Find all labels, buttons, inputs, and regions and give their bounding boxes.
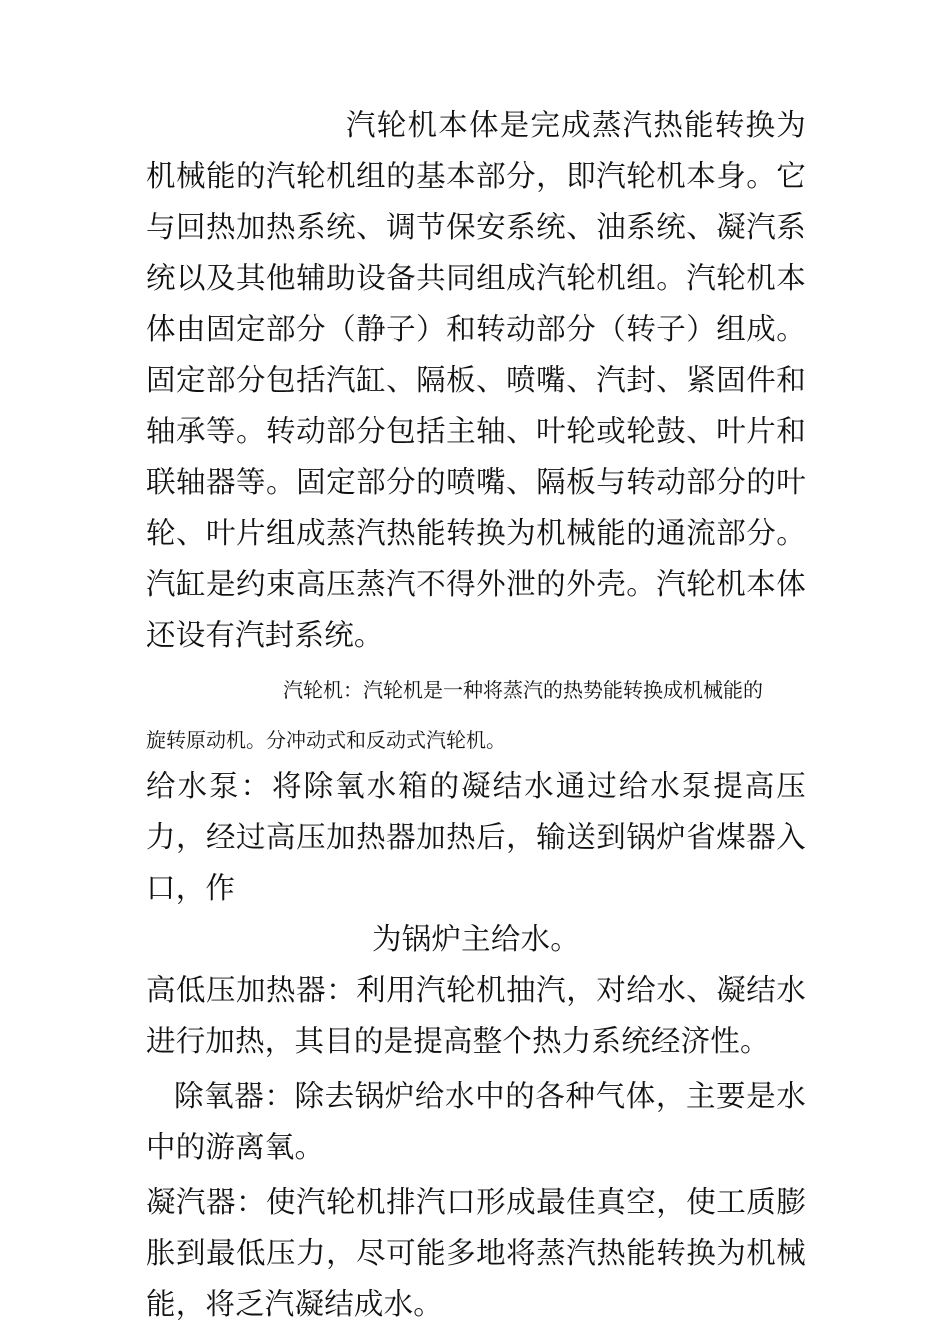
turbine-definition-line-1: 汽轮机：汽轮机是一种将蒸汽的热势能转换成机械能的 xyxy=(283,678,763,702)
document-body xyxy=(146,100,806,1330)
turbine-definition-line-2: 旋转原动机。分冲动式和反动式汽轮机。 xyxy=(146,728,506,752)
heater-paragraph: 高低压加热器：利用汽轮机抽汽，对给水、凝结水进行加热，其目的是提高整个热力系统经济性。 xyxy=(146,973,806,1058)
feed-pump-paragraph: 给水泵：将除氧水箱的凝结水通过给水泵提高压力，经过高压加热器加热后，输送到锅炉省煤器入口，作 xyxy=(146,769,806,905)
feed-pump-paragraph-tail: 为锅炉主给水。 xyxy=(372,922,580,956)
deaerator-paragraph: 除氧器：除去锅炉给水中的各种气体，主要是水中的游离氧。 xyxy=(146,1079,806,1164)
intro-paragraph: 汽轮机本体是完成蒸汽热能转换为机械能的汽轮机组的基本部分，即汽轮机本身。它与回热加热系统、调节保安系统、油系统、凝汽系统以及其他辅助设备共同组成汽轮机组。汽轮机本体由固定部分（静子）和转动部分（转子）组成。固定部分包括汽缸、隔板、喷嘴、汽封、紧固件和轴承等。转动部分包括主轴、叶轮或轮鼓、叶片和联轴器等。固定部分的喷嘴、隔板与转动部分的叶轮、叶片组成蒸汽热能转换为机械能的通流部分。汽缸是约束高压蒸汽不得外泄的外壳。汽轮机本体还设有汽封系统。 xyxy=(146,108,806,652)
condenser-paragraph: 凝汽器：使汽轮机排汽口形成最佳真空，使工质膨胀到最低压力，尽可能多地将蒸汽热能转换为机械能，将乏汽凝结成水。 xyxy=(146,1185,806,1321)
